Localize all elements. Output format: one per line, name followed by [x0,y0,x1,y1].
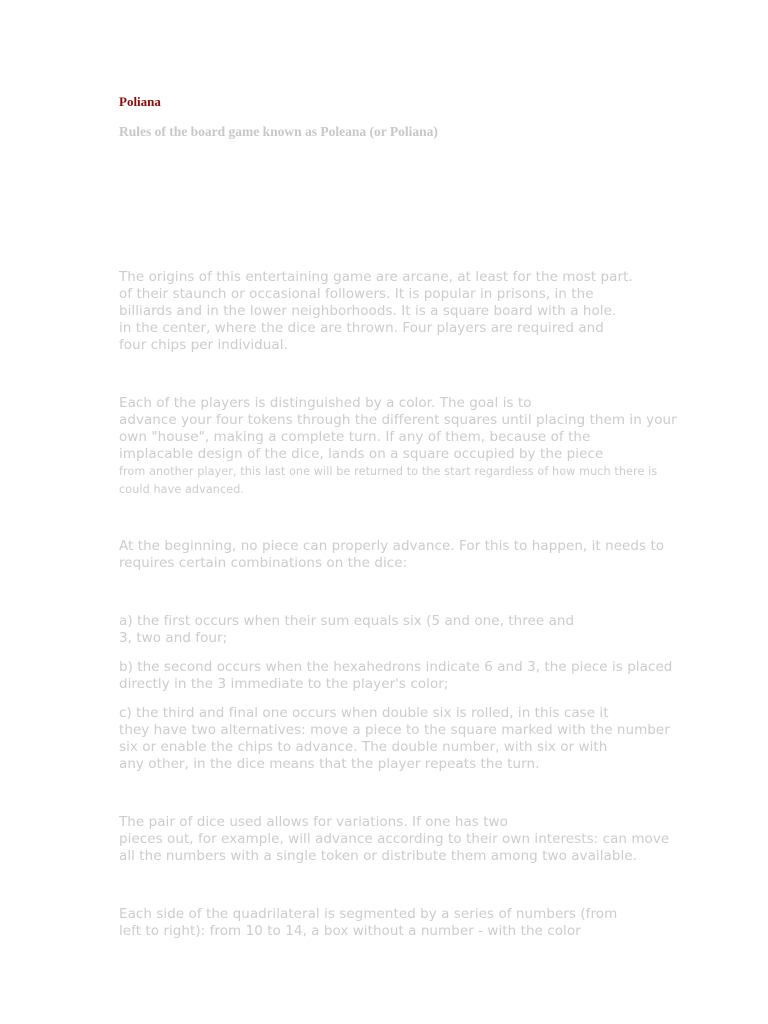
paragraph-line: own "house", making a complete turn. If any of them, because of the [119,429,591,445]
paragraph-line: At the beginning, no piece can properly advance. For this to happen, it needs to [119,538,665,554]
paragraph-rule-a [119,613,574,647]
paragraph-line: The origins of this entertaining game are arcane, at least for the most part. [119,269,633,285]
paragraph-line: directly in the 3 immediate to the player's color; [119,676,449,692]
paragraph-line: of their staunch or occasional followers. It is popular in prisons, in the [119,286,594,302]
paragraph-line: billiards and in the lower neighborhoods. It is a square board with a hole. [119,303,617,319]
document-subtitle: Rules of the board game known as Poleana (or Poliana) [119,124,438,139]
paragraph-line: advance your four tokens through the different squares until placing them in your [119,412,677,428]
paragraph-beginning [119,538,664,572]
paragraph-line: a) the first occurs when their sum equals six (5 and one, three and [119,613,575,629]
paragraph-rule-b [119,659,672,693]
paragraph-line: pieces out, for example, will advance according to their own interests: can move [119,831,670,847]
paragraph-dice-variations [119,814,669,865]
paragraph-line: four chips per individual. [119,337,288,353]
paragraph-line: Each of the players is distinguished by a color. The goal is to [119,395,532,411]
paragraph-line: Each side of the quadrilateral is segmented by a series of numbers (from [119,906,618,922]
paragraph-board-sides [119,906,617,940]
paragraph-line: requires certain combinations on the dice: [119,555,408,571]
paragraph-line: 3, two and four; [119,630,228,646]
paragraph-line: all the numbers with a single token or distribute them among two available. [119,848,637,864]
paragraph-rule-c [119,705,670,773]
paragraph-line-small: could have advanced. [119,483,245,496]
paragraph-line: b) the second occurs when the hexahedrons indicate 6 and 3, the piece is placed [119,659,673,675]
paragraph-line: they have two alternatives: move a piece to the square marked with the number [119,722,670,738]
paragraph-line: left to right): from 10 to 14, a box without a number - with the color [119,923,581,939]
paragraph-line-small: from another player, this last one will be returned to the start regardless of how much there is [119,465,658,478]
paragraph-line: implacable design of the dice, lands on a square occupied by the piece [119,446,604,462]
document-title: Poliana [119,94,161,109]
paragraph-line: in the center, where the dice are thrown. Four players are required and [119,320,604,336]
paragraph-line: six or enable the chips to advance. The double number, with six or with [119,739,608,755]
paragraph-goal [119,395,677,499]
paragraph-line: any other, in the dice means that the player repeats the turn. [119,756,540,772]
paragraph-origins [119,269,633,354]
paragraph-line: The pair of dice used allows for variations. If one has two [119,814,508,830]
paragraph-line: c) the third and final one occurs when double six is rolled, in this case it [119,705,609,721]
